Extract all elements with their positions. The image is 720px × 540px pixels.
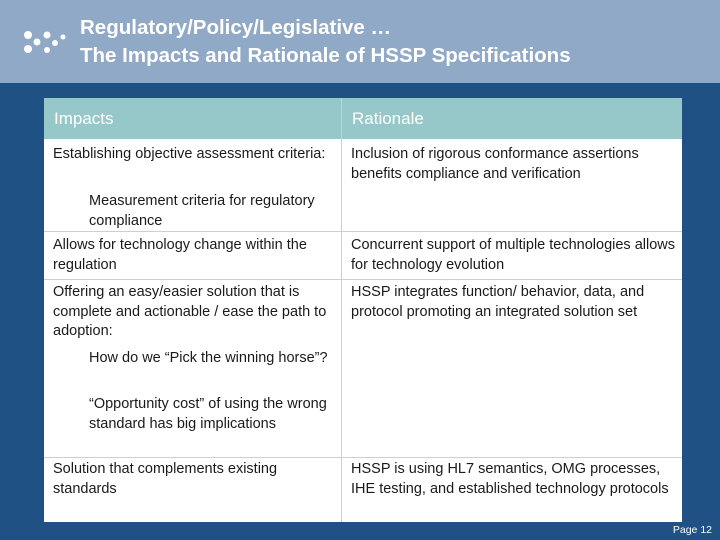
title-line-1: Regulatory/Policy/Legislative … bbox=[80, 16, 392, 39]
row-divider bbox=[44, 231, 682, 232]
column-divider bbox=[341, 98, 342, 522]
table-cell-rationale: HSSP integrates function/ behavior, data, and protocol promoting an integrated solution set bbox=[351, 284, 645, 320]
table-cell-rationale: Inclusion of rigorous conformance assertions benefits compliance and verification bbox=[351, 146, 639, 182]
column-header-impacts: Impacts bbox=[44, 98, 341, 139]
table-cell-subpoint: “Opportunity cost” of using the wrong standard has big implications bbox=[89, 396, 327, 432]
column-header-rationale: Rationale bbox=[342, 98, 682, 139]
table-cell-rationale: HSSP is using HL7 semantics, OMG processes, IHE testing, and established technology protocols bbox=[351, 461, 669, 497]
table-cell-impact: Establishing objective assessment criteria: bbox=[53, 146, 326, 162]
row-divider bbox=[44, 279, 682, 280]
page-number: Page 12 bbox=[672, 524, 712, 536]
impacts-rationale-table bbox=[44, 98, 682, 522]
slide-header bbox=[0, 0, 720, 83]
table-cell-impact: Offering an easy/easier solution that is complete and actionable / ease the path to adoption: bbox=[53, 284, 327, 339]
dots-logo-icon bbox=[22, 26, 70, 58]
row-divider bbox=[44, 457, 682, 458]
table-cell-rationale: Concurrent support of multiple technologies allows for technology evolution bbox=[351, 237, 676, 273]
slide-title bbox=[80, 14, 571, 70]
title-line-2: The Impacts and Rationale of HSSP Specifications bbox=[80, 44, 571, 67]
table-cell-impact: Solution that complements existing standards bbox=[53, 461, 278, 497]
table-cell-impact: Allows for technology change within the regulation bbox=[53, 237, 307, 273]
table-cell-subpoint: Measurement criteria for regulatory compliance bbox=[89, 193, 315, 229]
table-cell-subpoint: How do we “Pick the winning horse”? bbox=[89, 350, 328, 366]
